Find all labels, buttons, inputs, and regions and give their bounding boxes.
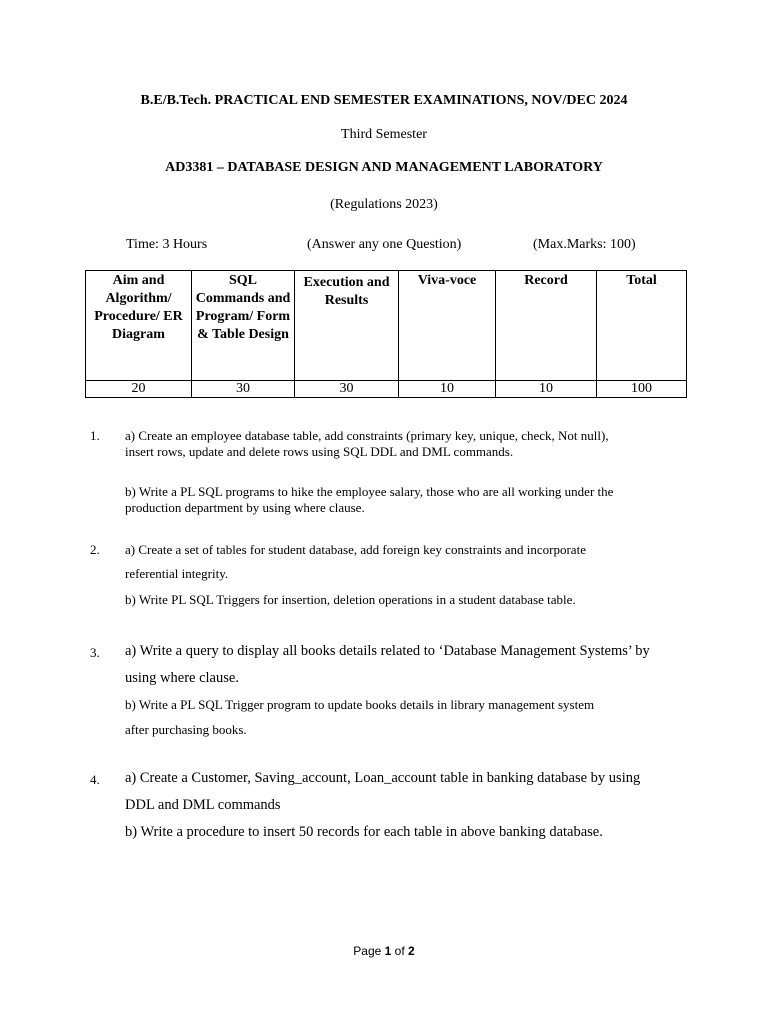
column-header: SQL Commands and Program/ Form & Table Design [192, 271, 295, 381]
question-3-a-line1: a) Write a query to display all books details related to ‘Database Management Systems’ by [125, 643, 650, 659]
question-1-b [125, 484, 685, 516]
question-4-a-line1: a) Create a Customer, Saving_account, Loan_account table in banking database by using [125, 770, 641, 786]
column-header: Execution and Results [295, 271, 399, 381]
marks-cell: 30 [192, 381, 295, 398]
current-page-number: 1 [384, 944, 392, 958]
marks-cell: 30 [295, 381, 399, 398]
question-2-a-line1: a) Create a set of tables for student database, add foreign key constraints and incorporate [125, 542, 586, 557]
question-2-b: b) Write PL SQL Triggers for insertion, deletion operations in a student database table. [125, 592, 576, 607]
question-3-b-line1: b) Write a PL SQL Trigger program to update books details in library management system [125, 697, 595, 712]
question-number: 1. [90, 428, 100, 443]
question-number: 3. [90, 645, 100, 660]
exam-time: Time: 3 Hours [126, 237, 208, 252]
question-3-b-line2: after purchasing books. [125, 722, 247, 737]
question-3-a-line2: using where clause. [125, 670, 239, 686]
question-4-b: b) Write a procedure to insert 50 records for each table in above banking database. [125, 824, 603, 840]
question-2-a-line2: referential integrity. [125, 566, 229, 581]
marks-values-row [86, 381, 687, 398]
page-label: Page [353, 944, 382, 958]
question-number: 4. [90, 772, 100, 787]
of-label: of [394, 944, 405, 958]
max-marks: (Max.Marks: 100) [533, 237, 636, 252]
column-header: Record [496, 271, 597, 381]
question-text-line: production department by using where clause. [125, 500, 365, 515]
answer-instruction: (Answer any one Question) [307, 237, 462, 252]
marks-cell: 100 [597, 381, 687, 398]
question-4-a-line2: DDL and DML commands [125, 797, 281, 813]
marks-cell: 10 [496, 381, 597, 398]
question-number: 2. [90, 542, 100, 557]
exam-title: B.E/B.Tech. PRACTICAL END SEMESTER EXAMINATIONS, NOV/DEC 2024 [140, 93, 628, 108]
page-footer [0, 944, 768, 958]
column-header: Total [597, 271, 687, 381]
column-header: Viva-voce [399, 271, 496, 381]
question-1-a [125, 428, 685, 460]
question-text-line: a) Create an employee database table, add constraints (primary key, unique, check, Not null), [125, 428, 609, 443]
question-text-line: insert rows, update and delete rows using SQL DDL and DML commands. [125, 444, 514, 459]
course-title: AD3381 – DATABASE DESIGN AND MANAGEMENT LABORATORY [165, 160, 603, 175]
marks-cell: 20 [86, 381, 192, 398]
regulations: (Regulations 2023) [330, 197, 438, 212]
semester: Third Semester [341, 127, 427, 142]
marks-cell: 10 [399, 381, 496, 398]
column-header: Aim and Algorithm/ Procedure/ ER Diagram [86, 271, 192, 381]
question-text-line: b) Write a PL SQL programs to hike the employee salary, those who are all working under the [125, 484, 614, 499]
marks-table [85, 270, 687, 398]
marks-header-row [86, 271, 687, 381]
total-page-number: 2 [408, 944, 415, 958]
